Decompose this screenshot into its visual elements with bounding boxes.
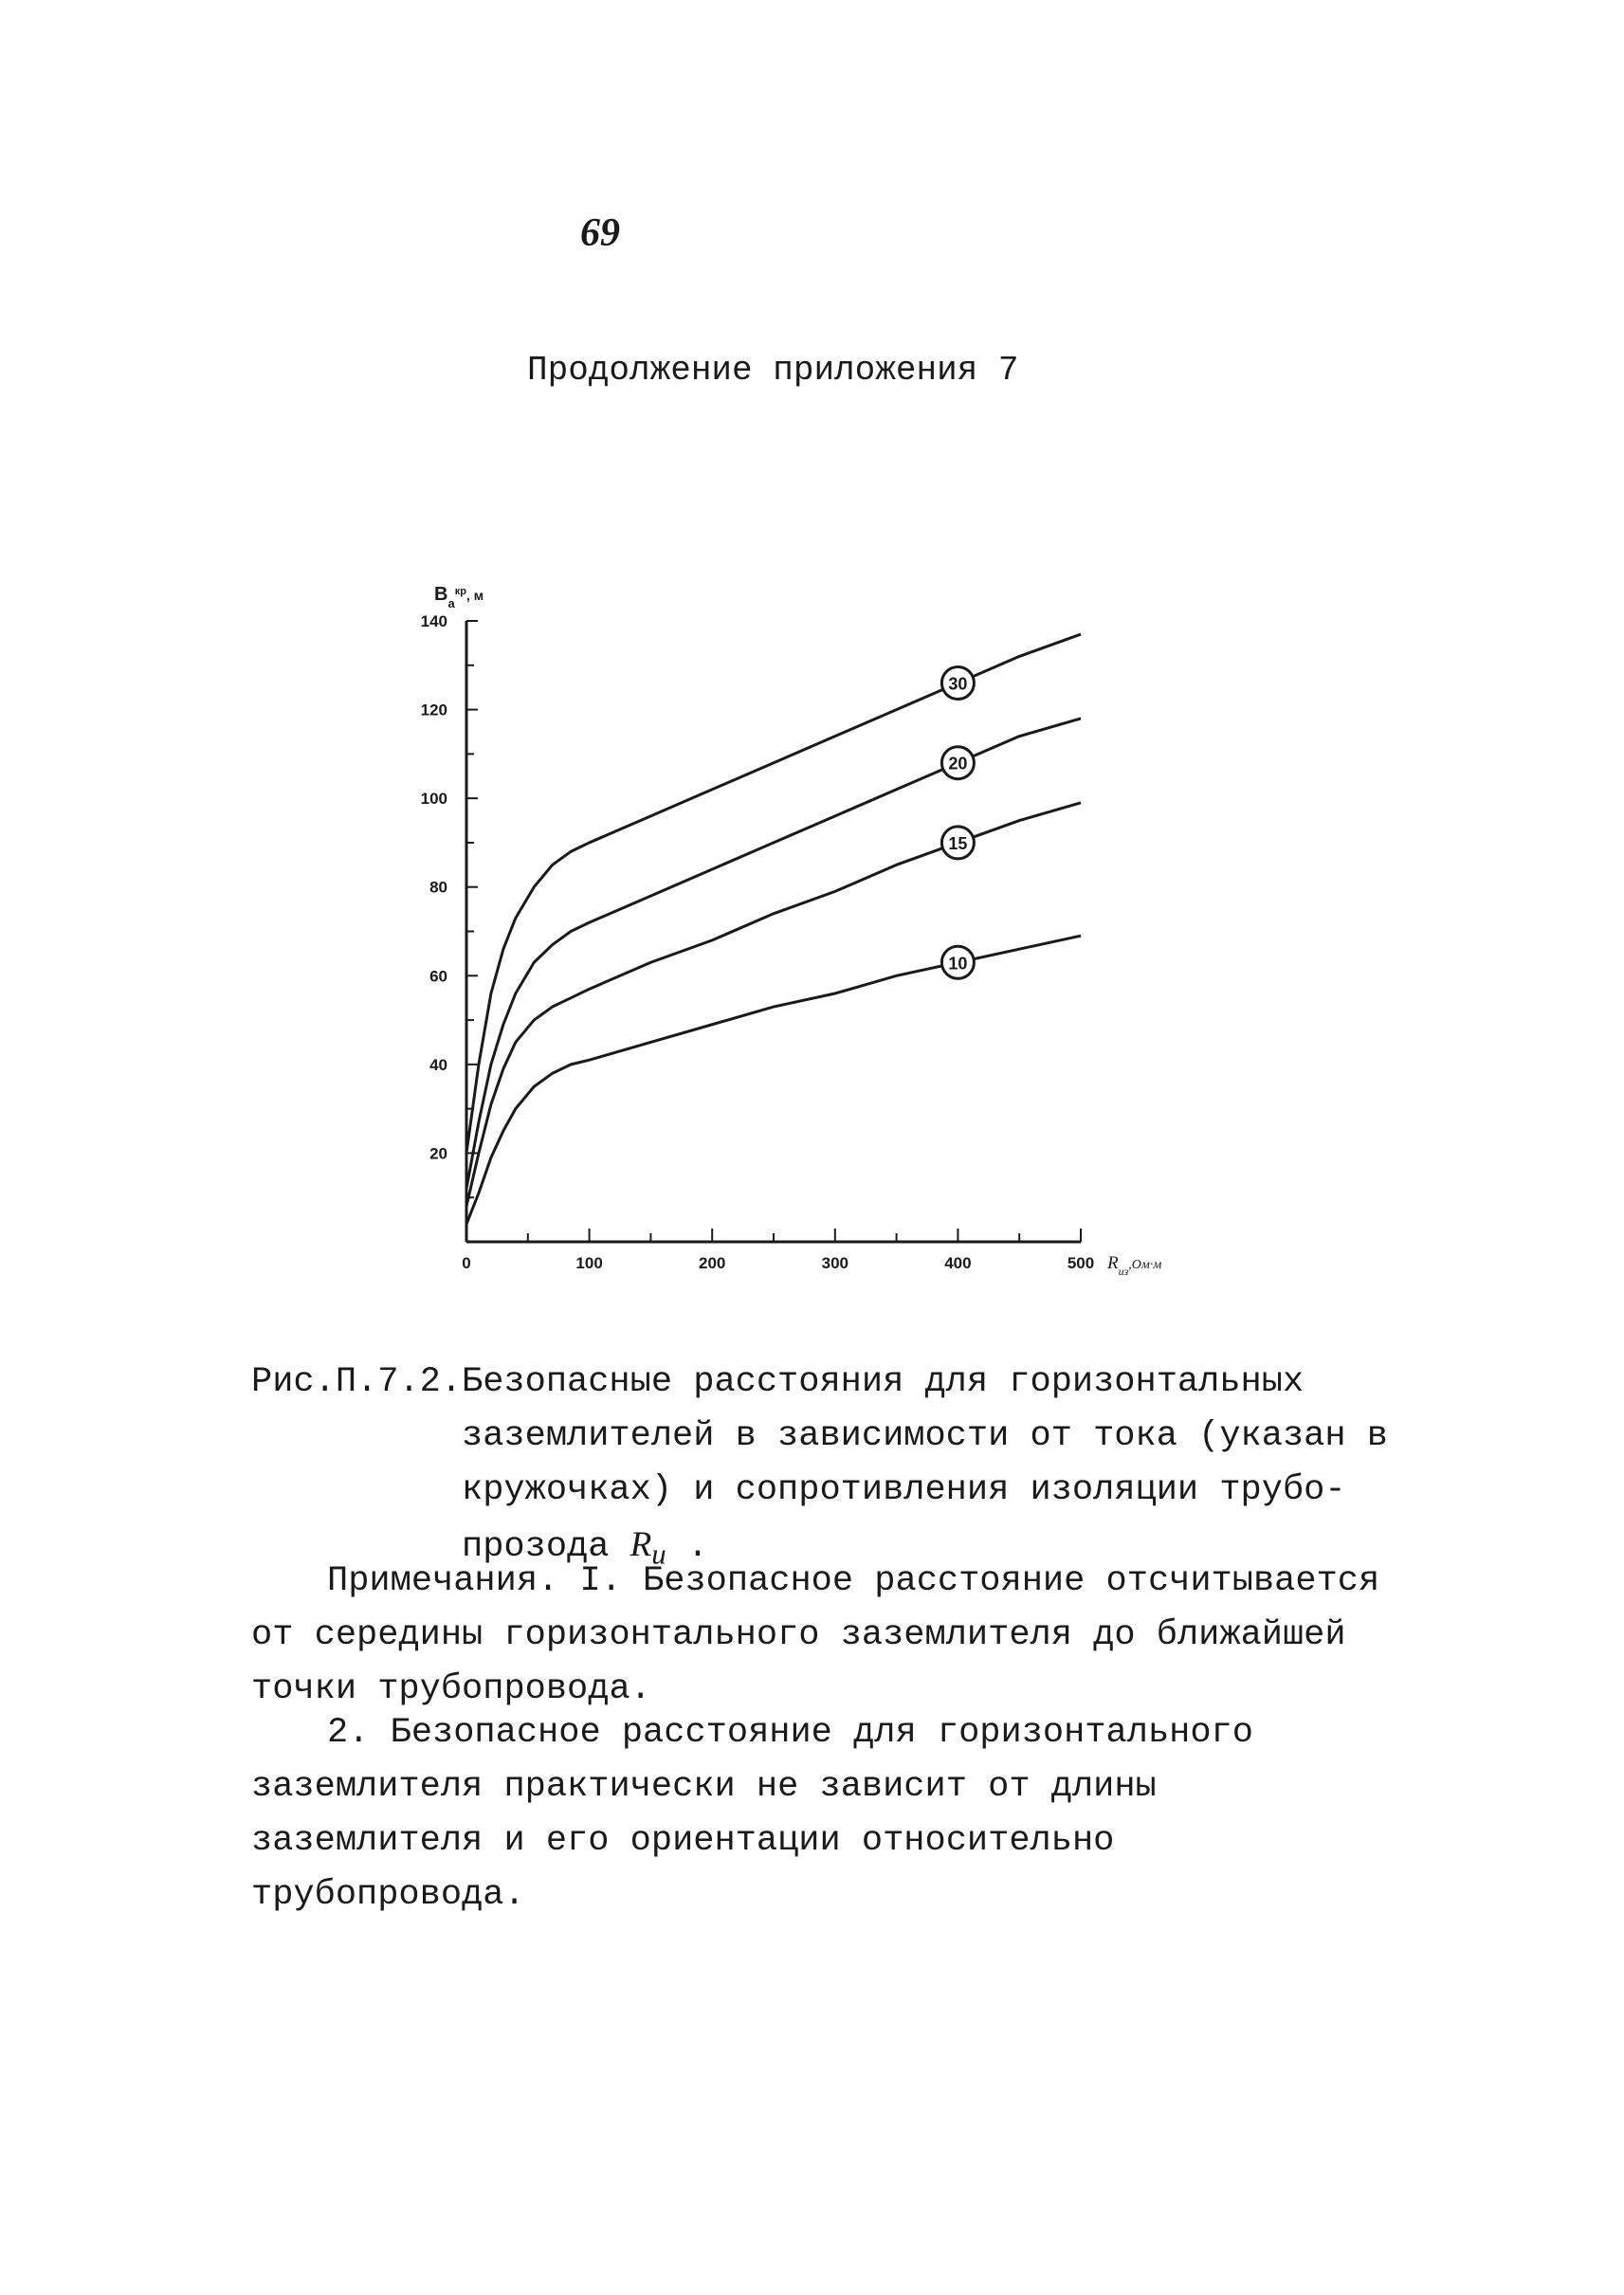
caption-body: Безопасные расстояния для горизонтальных заземлителей в зависимости от тока (указан в кружочках) и сопротивления изоляции трубо-прозода bbox=[462, 1362, 1388, 1567]
y-tick-label: 140 bbox=[420, 612, 447, 630]
x-tick-label: 400 bbox=[944, 1254, 972, 1272]
appendix-heading: Продолжение приложения 7 bbox=[527, 351, 1019, 390]
series-label-15: 15 bbox=[948, 833, 968, 853]
note-1: Примечания. I. Безопасное расстояние отсчитывается от середины горизонтального заземлителя до ближайшей точки трубопровода. bbox=[251, 1561, 1380, 1709]
note-2: 2. Безопасное расстояние для горизонтального заземлителя практически не зависит от длины заземлителя и его ориентации относительно трубопровода. bbox=[251, 1713, 1253, 1915]
chart-ticks bbox=[421, 612, 1095, 1272]
caption-symbol: $R_и$ bbox=[630, 1525, 666, 1571]
chart-series bbox=[466, 634, 1081, 1224]
caption-end: . bbox=[666, 1527, 709, 1567]
series-label-20: 20 bbox=[948, 754, 968, 774]
caption-label: Рис.П.7.2. bbox=[251, 1362, 463, 1402]
series-label-10: 10 bbox=[948, 954, 968, 974]
series-line-10 bbox=[466, 936, 1081, 1224]
y-tick-label: 120 bbox=[420, 701, 447, 719]
x-tick-label: 500 bbox=[1067, 1254, 1095, 1272]
y-tick-label: 60 bbox=[429, 967, 447, 986]
x-tick-label: 100 bbox=[575, 1254, 603, 1272]
x-tick-label: 300 bbox=[821, 1254, 848, 1272]
caption-text bbox=[462, 1356, 1410, 1581]
x-axis-label: $R_{из},Ом\cdot м$ bbox=[1107, 1253, 1162, 1278]
page-number: 69 bbox=[580, 211, 620, 255]
chart-axes bbox=[466, 621, 1081, 1242]
chart-labels bbox=[434, 584, 1161, 1278]
y-axis-label: $В_а^{кр}$, м bbox=[434, 584, 484, 610]
y-tick-label: 80 bbox=[429, 878, 447, 897]
y-tick-label: 100 bbox=[420, 790, 447, 809]
x-tick-label: 0 bbox=[462, 1254, 471, 1272]
series-line-20 bbox=[466, 719, 1081, 1189]
y-tick-label: 40 bbox=[429, 1055, 447, 1074]
x-tick-label: 200 bbox=[699, 1254, 726, 1272]
series-line-15 bbox=[466, 803, 1081, 1207]
series-label-30: 30 bbox=[948, 674, 968, 694]
y-tick-label: 20 bbox=[429, 1144, 447, 1163]
series-line-30 bbox=[466, 634, 1081, 1153]
